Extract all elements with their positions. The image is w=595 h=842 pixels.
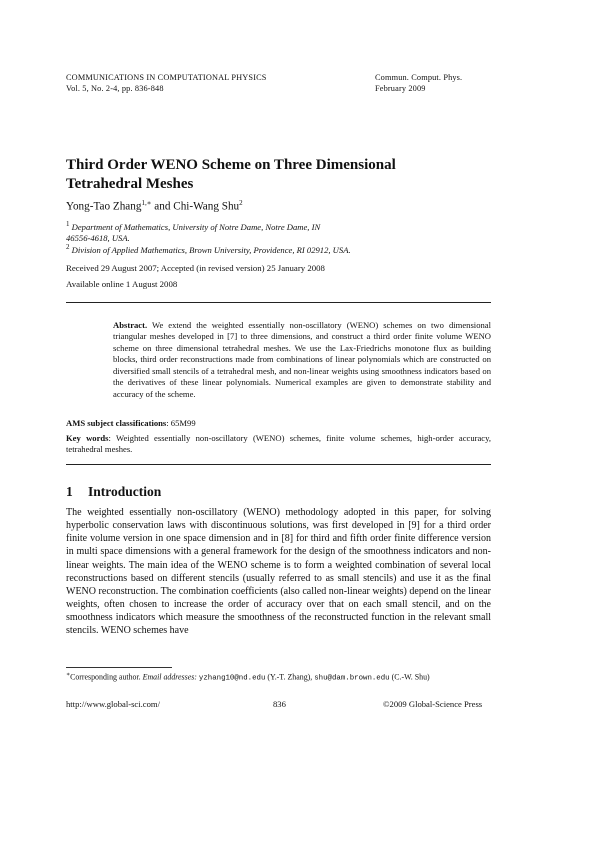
journal-abbrev: Commun. Comput. Phys. (375, 73, 463, 82)
available-online: Available online 1 August 2008 (66, 279, 178, 289)
ams-label: AMS subject classifications (66, 418, 167, 428)
abstract (113, 320, 491, 400)
author-list (66, 199, 243, 213)
section-number: 1 (66, 484, 73, 499)
footnote-mark: ∗ (66, 672, 71, 678)
author-conjunction: and (151, 200, 174, 213)
author-2: Chi-Wang Shu (173, 200, 240, 213)
journal-url[interactable]: http://www.global-sci.com/ (66, 699, 160, 709)
page-number: 836 (273, 699, 286, 709)
journal-name: COMMUNICATIONS IN COMPUTATIONAL PHYSICS (66, 73, 267, 82)
ams-classification (66, 418, 491, 429)
footnote-rule (66, 667, 172, 668)
affiliation-1-mark: 1 (66, 220, 70, 228)
keywords-label: Key words (66, 433, 109, 443)
section-title: Introduction (88, 484, 162, 499)
author-1-marks: 1,∗ (141, 199, 152, 207)
received-dates: Received 29 August 2007; Accepted (in revised version) 25 January 2008 (66, 263, 325, 273)
author-1: Yong-Tao Zhang (66, 200, 142, 213)
abstract-text: We extend the weighted essentially non-oscillatory (WENO) schemes on two dimensional triangular meshes developed in [7] to three dimensions, and construct a third order finite volume WENO scheme on three dimensional tetrahedral meshes. We use the Lax-Friedrichs monotone flux as building blocks, third order reconstructions made from combinations of linear polynomials which are constructed on diversified small stencils of a tetrahedral mesh, and non-linear weights using smoothness indicators based on the derivatives of these linear polynomials. Numerical examples are given to demonstrate stability and accuracy of the scheme. (113, 320, 491, 399)
issue-date: February 2009 (375, 84, 426, 93)
email-name-2: (C.-W. Shu) (389, 672, 430, 682)
footnote-lead: Corresponding author. (70, 672, 143, 682)
abstract-label: Abstract. (113, 320, 148, 330)
keywords-value: : Weighted essentially non-oscillatory (WENO) schemes, finite volume schemes, high-order accuracy, tetrahedral meshes. (66, 433, 491, 455)
volume-info: Vol. 5, No. 2-4, pp. 836-848 (66, 84, 164, 93)
affiliation-1-line-2: 46556-4618, USA. (66, 233, 130, 244)
footnote-email-label: Email addresses: (142, 672, 197, 682)
affiliation-2 (66, 242, 351, 256)
title-line-2: Tetrahedral Meshes (66, 176, 194, 192)
email-link-1[interactable]: yzhang10@nd.edu (198, 674, 266, 683)
section-heading (66, 484, 161, 500)
copyright: ©2009 Global-Science Press (383, 699, 483, 709)
top-divider (66, 302, 491, 303)
title-line-1: Third Order WENO Scheme on Three Dimensional (66, 157, 396, 173)
keywords (66, 433, 491, 456)
affiliation-2-line-1: Division of Applied Mathematics, Brown University, Providence, RI 02912, USA. (71, 244, 351, 255)
footnote (66, 671, 506, 683)
affiliation-1-line-1: Department of Mathematics, University of Notre Dame, Notre Dame, IN (71, 221, 321, 232)
bottom-divider (66, 464, 491, 465)
affiliation-2-mark: 2 (66, 243, 70, 251)
ams-value: : 65M99 (166, 418, 196, 428)
author-2-marks: 2 (239, 199, 243, 207)
email-link-2[interactable]: shu@dam.brown.edu (314, 674, 390, 683)
paper-title (66, 156, 496, 194)
intro-paragraph: The weighted essentially non-oscillatory (WENO) methodology adopted in this paper, for solving hyperbolic conservation laws with discontinuous solutions, was first developed in [9] for a third order finite volume version in one space dimension and in [8] for third and fifth order finite difference version in multi space dimensions with a general framework for the design of the smoothness indicators and non-linear weights. The main idea of the WENO scheme is to form a weighted combination of several local reconstructions based on different stencils (usually referred to as small stencils) and use it as the final WENO reconstruction. The combination coefficients (also called non-linear weights) depend on the linear weights, often chosen to increase the order of accuracy over that on each small stencil, and on the smoothness indicators which measure the smoothness of the reconstructed function in the relevant small stencils. WENO schemes have (66, 507, 491, 637)
affiliation-1 (66, 219, 320, 245)
email-name-1: (Y.-T. Zhang), (265, 672, 315, 682)
